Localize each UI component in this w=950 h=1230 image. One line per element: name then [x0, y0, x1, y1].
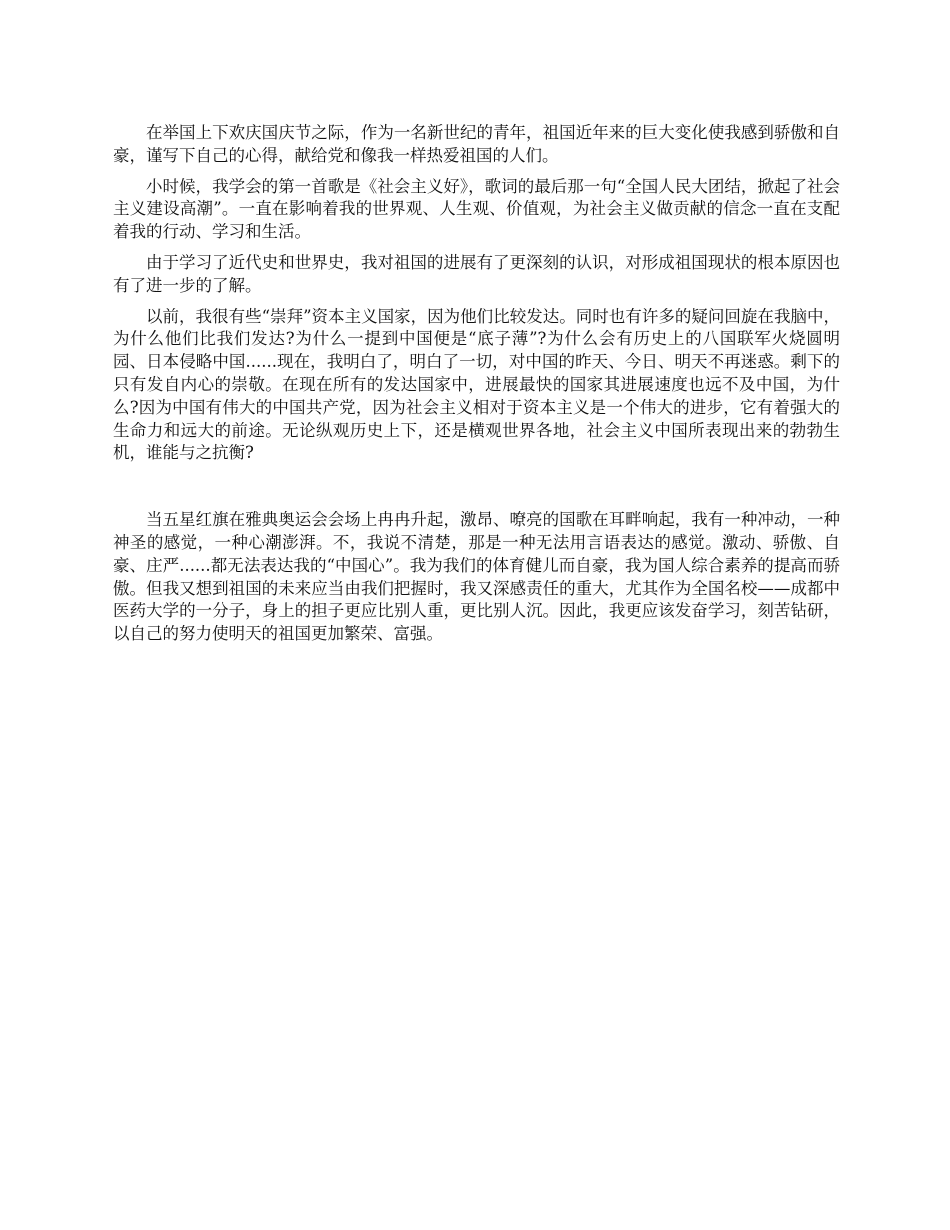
paragraph-capitalism-reflection: 以前，我很有些“崇拜”资本主义国家，因为他们比较发达。同时也有许多的疑问回旋在我脑中，为什么他们比我们发达?为什么一提到中国便是“底子薄”?为什么会有历史上的八国联军火烧圆明园、日本侵略中国......现在，我明白了，明白了一切，对中国的昨天、今日、明天不再迷惑。剩下的只有发自内心的崇敬。在现在所有的发达国家中，进展最快的国家其进展速度也远不及中国，为什么?因为中国有伟大的中国共产党，因为社会主义相对于资本主义是一个伟大的进步，它有着强大的生命力和远大的前途。无论纵观历史上下，还是横观世界各地，社会主义中国所表现出来的勃勃生机，谁能与之抗衡? [113, 306, 840, 463]
paragraph-olympics: 当五星红旗在雅典奥运会会场上冉冉升起，激昂、嘹亮的国歌在耳畔响起，我有一种冲动，一种神圣的感觉，一种心潮澎湃。不，我说不清楚，那是一种无法用言语表达的感觉。激动、骄傲、自豪、庄严......都无法表达我的“中国心”。我为我们的体育健儿而自豪，我为国人综合素养的提高而骄傲。但我又想到祖国的未来应当由我们把握时，我又深感责任的重大，尤其作为全国名校——成都中医药大学的一分子，身上的担子更应比别人重，更比别人沉。因此，我更应该发奋学习，刻苦钻研，以自己的努力使明天的祖国更加繁荣、富强。 [113, 510, 840, 644]
paragraph-history-study: 由于学习了近代史和世界史，我对祖国的进展有了更深刻的认识，对形成祖国现状的根本原因也有了进一步的了解。 [113, 252, 840, 295]
document-body [113, 122, 840, 654]
paragraph-childhood-song: 小时候，我学会的第一首歌是《社会主义好》，歌词的最后那一句“全国人民大团结，掀起了社会主义建设高潮”。一直在影响着我的世界观、人生观、价值观，为社会主义做贡献的信念一直在支配着我的行动、学习和生活。 [113, 176, 840, 242]
paragraph-intro: 在举国上下欢庆国庆节之际，作为一名新世纪的青年，祖国近年来的巨大变化使我感到骄傲和自豪，谨写下自己的心得，献给党和像我一样热爱祖国的人们。 [113, 123, 840, 165]
paragraph-spacer [113, 473, 840, 509]
